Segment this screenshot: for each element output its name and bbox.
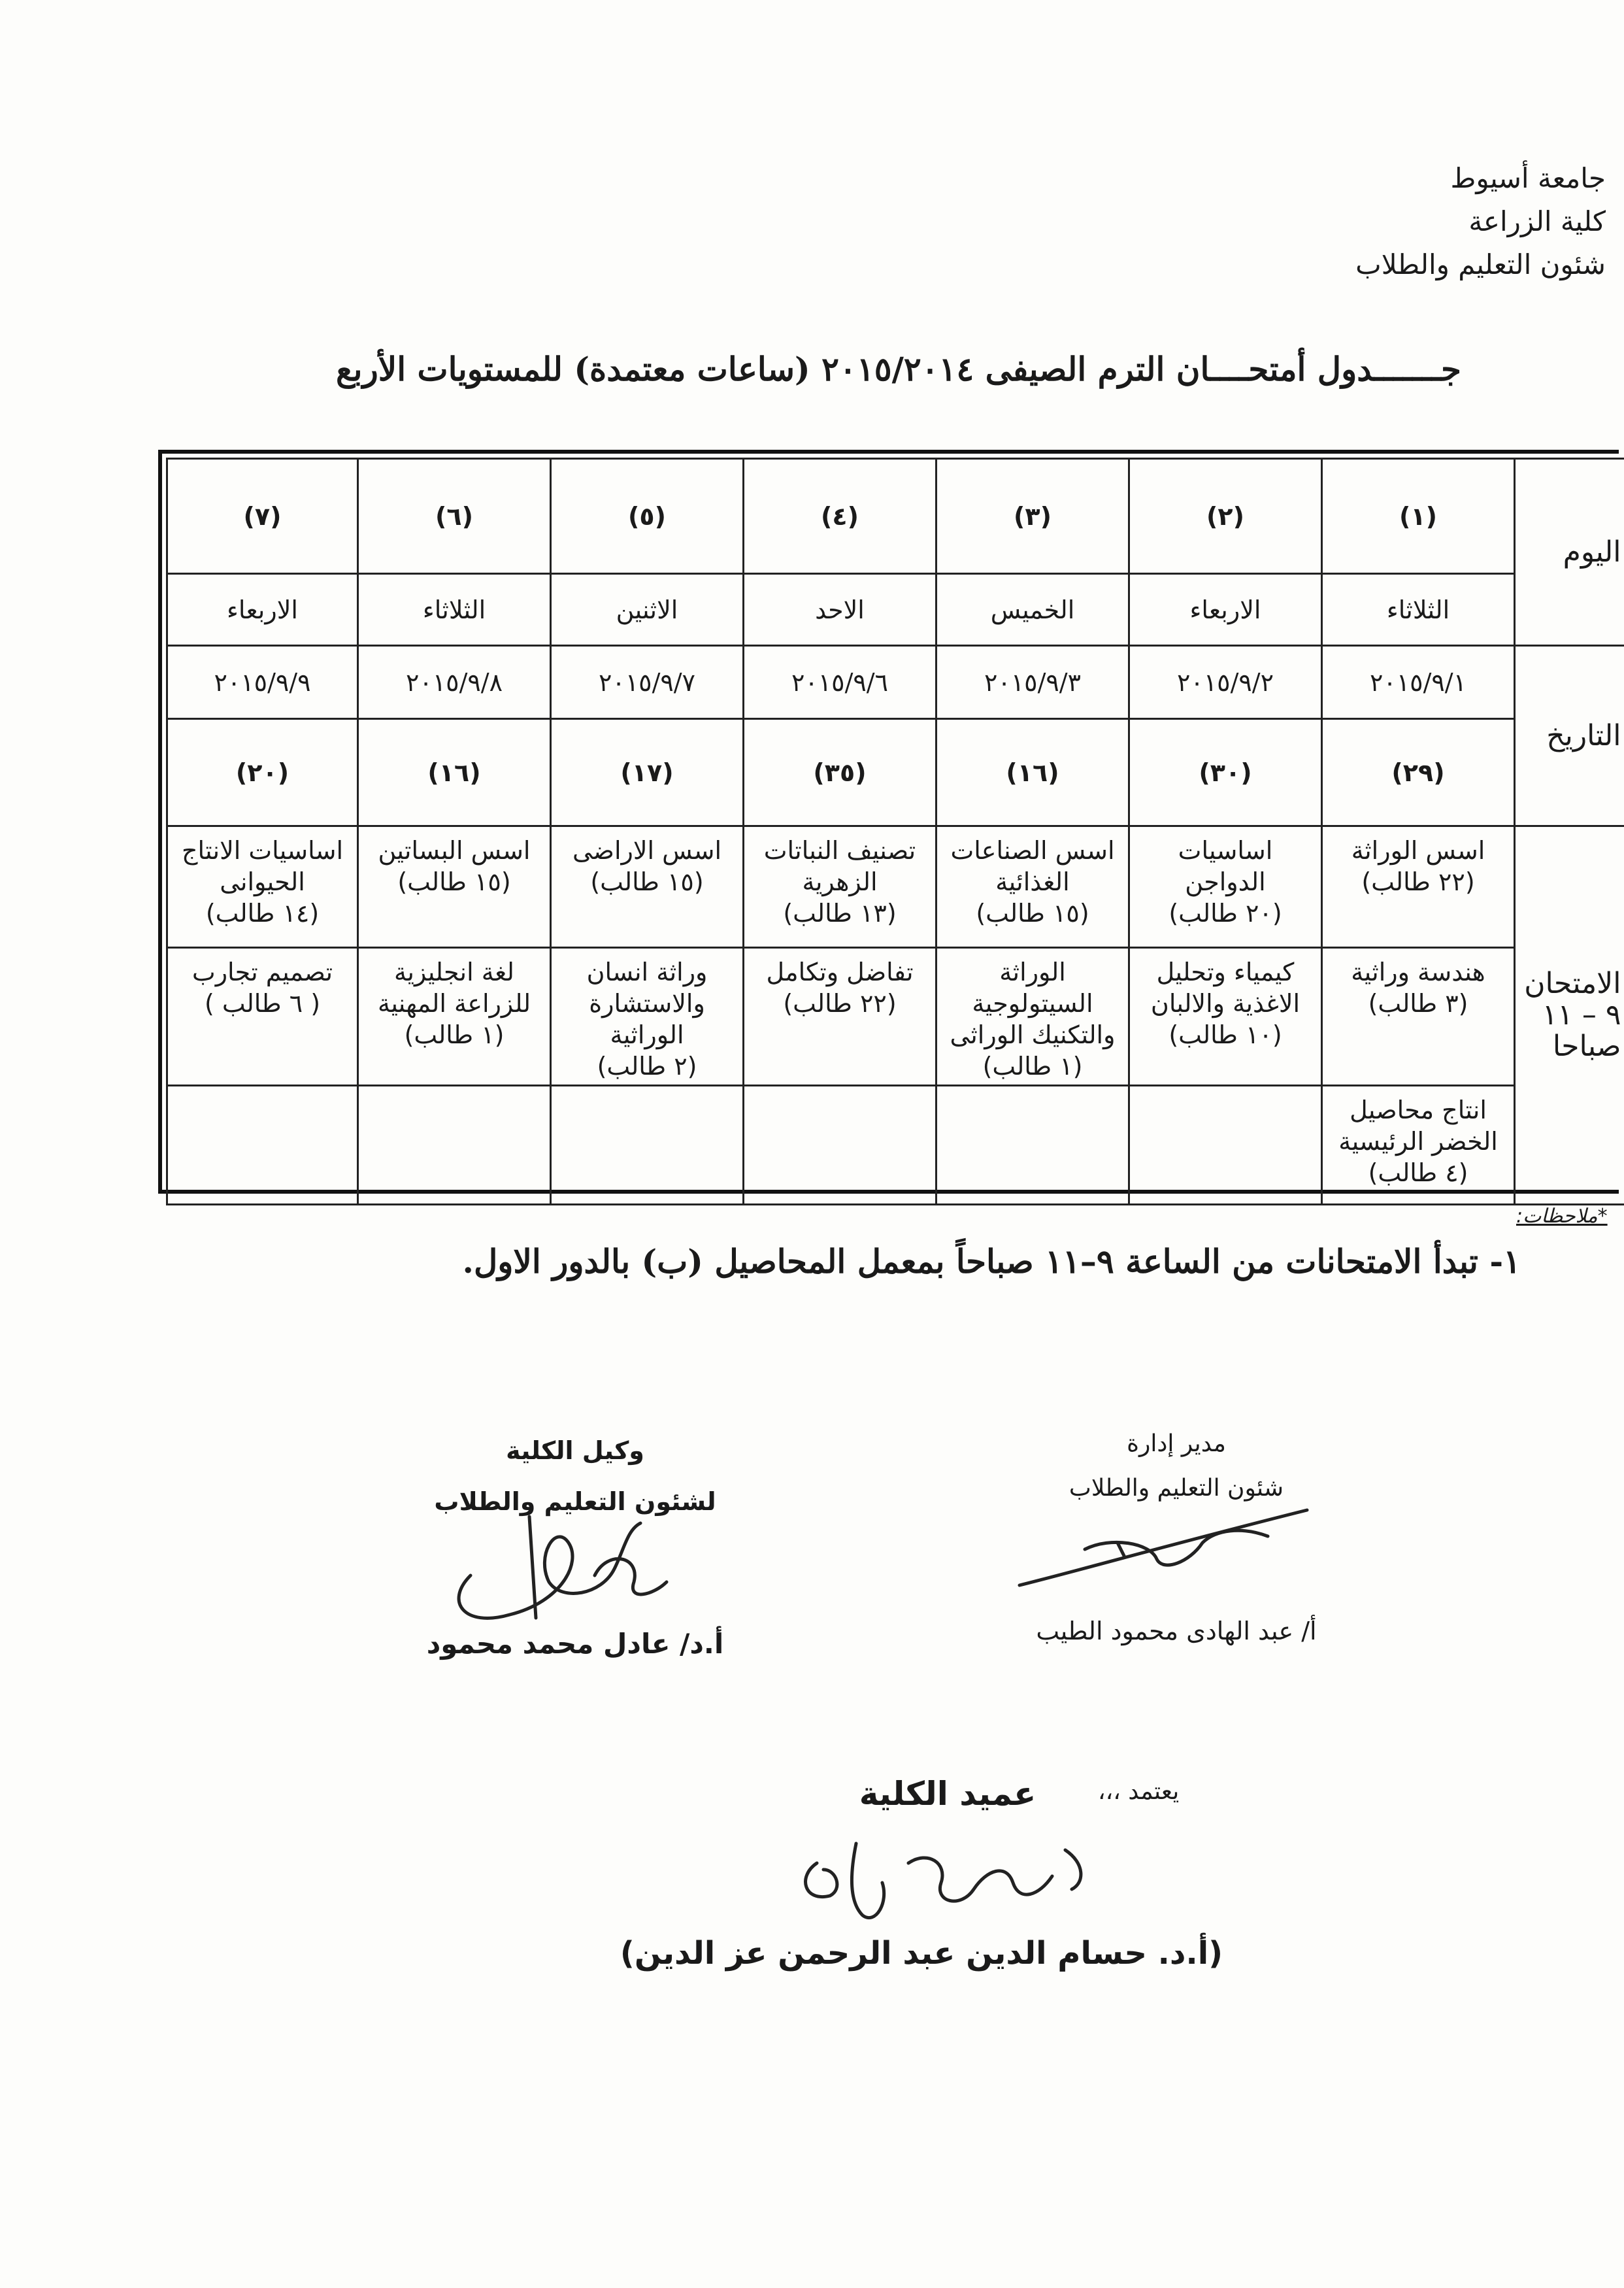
director-dept: شئون التعليم والطلاب	[1069, 1475, 1284, 1502]
director-name: أ/ عبد الهادى محمود الطيب	[1036, 1617, 1317, 1645]
title-suffix: (ساعات معتمدة) للمستويات الأربع	[336, 350, 810, 388]
student-count-cell: (٣٥)	[744, 719, 936, 826]
university-name: جامعة أسيوط	[1450, 162, 1606, 194]
department-name: شئون التعليم والطلاب	[1355, 248, 1606, 280]
col-number: (١)	[1322, 459, 1515, 574]
title-year: ٢٠١٥/٢٠١٤	[821, 350, 974, 388]
faculty-name: كلية الزراعة	[1468, 205, 1606, 237]
col-number: (٣)	[936, 459, 1129, 574]
col-number: (٦)	[358, 459, 551, 574]
col-number: (٥)	[551, 459, 744, 574]
subject-cell: لغة انجليزية للزراعة المهنية (١ طالب)	[358, 948, 551, 1086]
label-day: اليوم	[1515, 459, 1624, 646]
date-cell: ٢٠١٥/٩/٩	[167, 646, 358, 719]
subject-cell: اسس الوراثة (٢٢ طالب)	[1322, 826, 1515, 948]
vice-dean-dept: لشئون التعليم والطلاب	[434, 1487, 716, 1516]
page-title	[301, 350, 1497, 388]
schedule-grid	[166, 458, 1624, 1205]
day-cell: الاثنين	[551, 574, 744, 646]
label-exam: الامتحان ٩ – ١١ صباحا	[1515, 826, 1624, 1205]
subject-cell: هندسة وراثية (٣ طالب)	[1322, 948, 1515, 1086]
subject-cell: اسس الاراضى (١٥ طالب)	[551, 826, 744, 948]
day-cell: الخميس	[936, 574, 1129, 646]
date-cell: ٢٠١٥/٩/٢	[1129, 646, 1322, 719]
empty-cell	[551, 1086, 744, 1205]
subject-cell: الوراثة السيتولوجية والتكنيك الوراثى (١ طالب)	[936, 948, 1129, 1086]
notes-label: *ملاحظات:	[1516, 1205, 1608, 1228]
empty-cell	[167, 1086, 358, 1205]
day-cell: الثلاثاء	[358, 574, 551, 646]
date-cell: ٢٠١٥/٩/٨	[358, 646, 551, 719]
subject-cell: تصنيف النباتات الزهرية (١٣ طالب)	[744, 826, 936, 948]
director-title: مدير إدارة	[1127, 1430, 1226, 1457]
subject-cell: اساسيات الدواجن (٢٠ طالب)	[1129, 826, 1322, 948]
student-count-cell: (١٦)	[936, 719, 1129, 826]
title-prefix: جـــــــدول أمتحــــان الترم الصيفى	[985, 350, 1461, 388]
empty-cell	[1129, 1086, 1322, 1205]
dean-title: عميد الكلية	[859, 1775, 1036, 1813]
subject-cell: تصميم تجارب ( ٦ طالب )	[167, 948, 358, 1086]
date-cell: ٢٠١٥/٩/٧	[551, 646, 744, 719]
day-cell: الاحد	[744, 574, 936, 646]
day-cell: الاربعاء	[1129, 574, 1322, 646]
day-cell: الاربعاء	[167, 574, 358, 646]
vice-dean-title: وكيل الكلية	[506, 1436, 644, 1465]
note-item: ١- تبدأ الامتحانات من الساعة ٩–١١ صباحاً بمعمل المحاصيل (ب) بالدور الاول.	[462, 1242, 1521, 1281]
date-cell: ٢٠١٥/٩/٣	[936, 646, 1129, 719]
subject-cell: انتاج محاصيل الخضر الرئيسية (٤ طالب)	[1322, 1086, 1515, 1205]
student-count-cell: (٢٩)	[1322, 719, 1515, 826]
empty-cell	[936, 1086, 1129, 1205]
dean-name: (أ.د. حسام الدين عبد الرحمن عز الدين)	[620, 1935, 1223, 1972]
label-date: التاريخ	[1515, 646, 1624, 826]
date-cell: ٢٠١٥/٩/١	[1322, 646, 1515, 719]
institution-header	[1279, 157, 1606, 286]
subject-cell: اساسيات الانتاج الحيوانى (١٤ طالب)	[167, 826, 358, 948]
subject-cell: تفاضل وتكامل (٢٢ طالب)	[744, 948, 936, 1086]
day-cell: الثلاثاء	[1322, 574, 1515, 646]
subject-cell: اسس الصناعات الغذائية (١٥ طالب)	[936, 826, 1129, 948]
col-number: (٢)	[1129, 459, 1322, 574]
subject-cell: اسس البساتين (١٥ طالب)	[358, 826, 551, 948]
student-count-cell: (١٧)	[551, 719, 744, 826]
dean-handwritten-signature	[778, 1824, 1118, 1928]
vice-dean-handwritten-signature	[431, 1504, 706, 1628]
empty-cell	[358, 1086, 551, 1205]
date-cell: ٢٠١٥/٩/٦	[744, 646, 936, 719]
exam-schedule-table	[158, 450, 1619, 1194]
director-handwritten-signature	[1006, 1497, 1320, 1595]
subject-cell: وراثة انسان والاستشارة الوراثية (٢ طالب)	[551, 948, 744, 1086]
student-count-cell: (٢٠)	[167, 719, 358, 826]
empty-cell	[744, 1086, 936, 1205]
col-number: (٤)	[744, 459, 936, 574]
vice-dean-name: أ.د/ عادل محمد محمود	[426, 1628, 724, 1660]
approval-label: يعتمد ،،،	[1098, 1778, 1180, 1805]
student-count-cell: (١٦)	[358, 719, 551, 826]
subject-cell: كيمياء وتحليل الاغذية والالبان (١٠ طالب)	[1129, 948, 1322, 1086]
col-number: (٧)	[167, 459, 358, 574]
student-count-cell: (٣٠)	[1129, 719, 1322, 826]
